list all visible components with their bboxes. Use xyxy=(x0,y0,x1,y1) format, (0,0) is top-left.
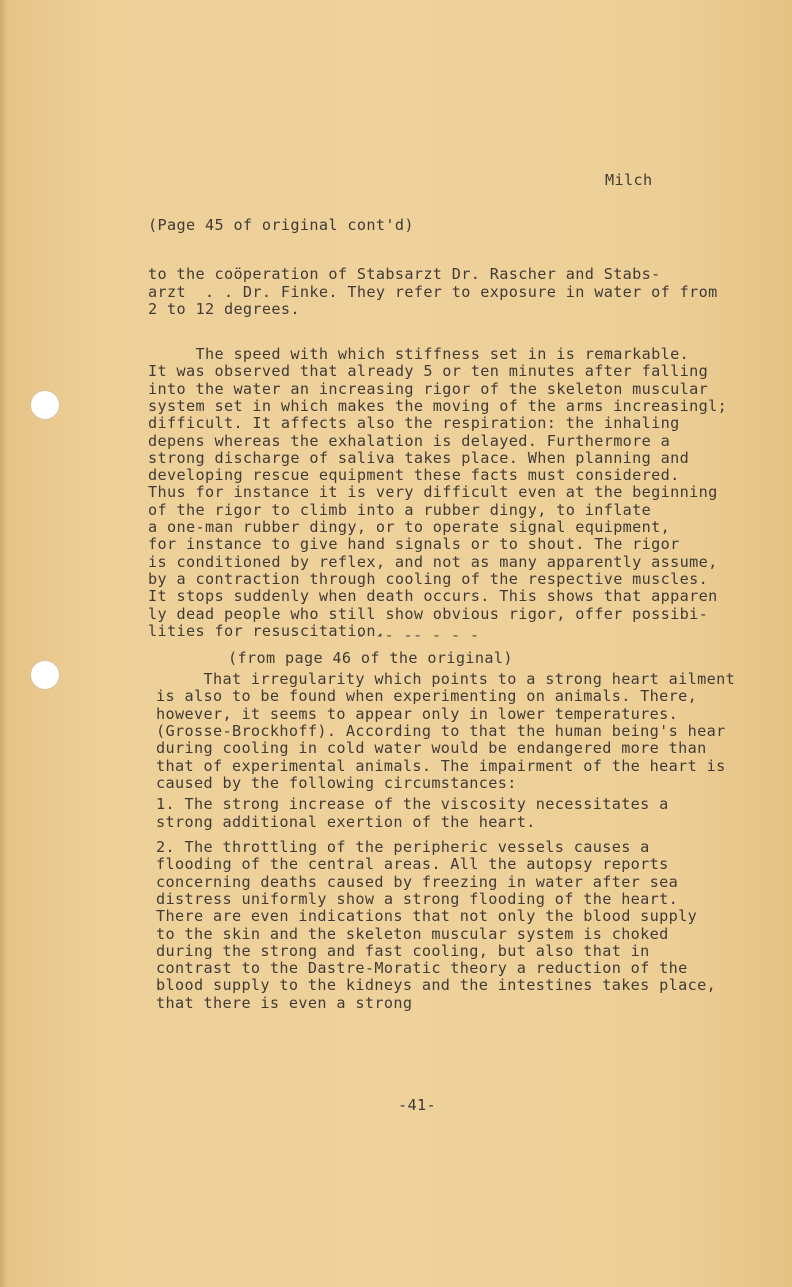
text-line: blood supply to the kidneys and the intestines takes place, xyxy=(156,976,717,995)
text-line: lities for resuscitation. xyxy=(148,621,386,640)
text-line: strong additional exertion of the heart. xyxy=(156,812,536,831)
text-line: It was observed that already 5 or ten minutes after falling xyxy=(148,362,709,381)
text-line: caused by the following circumstances: xyxy=(156,773,517,792)
text-line: strong discharge of saliva takes place. When planning and xyxy=(148,448,690,467)
text-line: for instance to give hand signals or to shout. The rigor xyxy=(148,535,680,554)
text-line: arzt . . Dr. Finke. They refer to exposure in water of from xyxy=(148,282,718,301)
paper-edge-shadow xyxy=(0,0,8,1287)
text-line: The speed with which stiffness set in is remarkable. xyxy=(148,345,690,363)
text-line: difficult. It affects also the respiration: the inhaling xyxy=(148,414,680,433)
punch-hole-upper xyxy=(30,390,60,420)
text-line: during the strong and fast cooling, but also that in xyxy=(156,941,650,960)
text-line: by a contraction through cooling of the respective muscles. xyxy=(148,569,709,588)
text-line: Thus for instance it is very difficult even at the beginning xyxy=(148,483,718,502)
text-line: distress uniformly show a strong flooding of the heart. xyxy=(156,889,679,908)
text-line: to the coöperation of Stabsarzt Dr. Rascher and Stabs- xyxy=(148,265,661,283)
separator: - -- -- - - - xyxy=(356,626,480,644)
text-line: system set in which makes the moving of the arms increasingl; xyxy=(148,396,728,415)
text-line: into the water an increasing rigor of the skeleton muscular xyxy=(148,379,709,398)
text-line: That irregularity which points to a strong heart ailment xyxy=(156,670,736,688)
text-line: contrast to the Dastre-Moratic theory a reduction of the xyxy=(156,959,688,978)
text-line: a one-man rubber dingy, or to operate signal equipment, xyxy=(148,518,671,536)
page-number: -41- xyxy=(398,1096,436,1114)
text-line: to the skin and the skeleton muscular system is choked xyxy=(156,924,669,943)
text-line: developing rescue equipment these facts must considered. xyxy=(148,466,680,485)
text-line: It stops suddenly when death occurs. This shows that apparen xyxy=(148,587,718,606)
text-line: There are even indications that not only the blood supply xyxy=(156,907,698,926)
text-line: of the rigor to climb into a rubber dingy, to inflate xyxy=(148,500,652,519)
text-line: during cooling in cold water would be endangered more than xyxy=(156,739,707,758)
text-line: 2. The throttling of the peripheric vessels causes a xyxy=(156,838,650,856)
text-line: depens whereas the exhalation is delayed. Furthermore a xyxy=(148,431,671,450)
text-line: 1. The strong increase of the viscosity necessitates a xyxy=(156,795,669,813)
text-line: concerning deaths caused by freezing in water after sea xyxy=(156,872,679,891)
text-line: that there is even a strong xyxy=(156,993,413,1012)
text-line: is conditioned by reflex, and not as many apparently assume, xyxy=(148,552,718,571)
text-line: 2 to 12 degrees. xyxy=(148,300,300,318)
punch-hole-lower xyxy=(30,660,60,690)
author-name: Milch xyxy=(605,171,653,189)
text-line: however, it seems to appear only in lower temperatures. xyxy=(156,704,679,723)
page-note: (Page 45 of original cont'd) xyxy=(148,216,414,234)
page-note-2: (from page 46 of the original) xyxy=(228,649,513,667)
text-line: is also to be found when experimenting on animals. There, xyxy=(156,687,698,706)
text-line: flooding of the central areas. All the autopsy reports xyxy=(156,855,669,874)
text-line: that of experimental animals. The impairment of the heart is xyxy=(156,756,726,775)
text-line: ly dead people who still show obvious rigor, offer possibi- xyxy=(148,604,709,623)
text-line: (Grosse-Brockhoff). According to that the human being's hear xyxy=(156,721,726,740)
